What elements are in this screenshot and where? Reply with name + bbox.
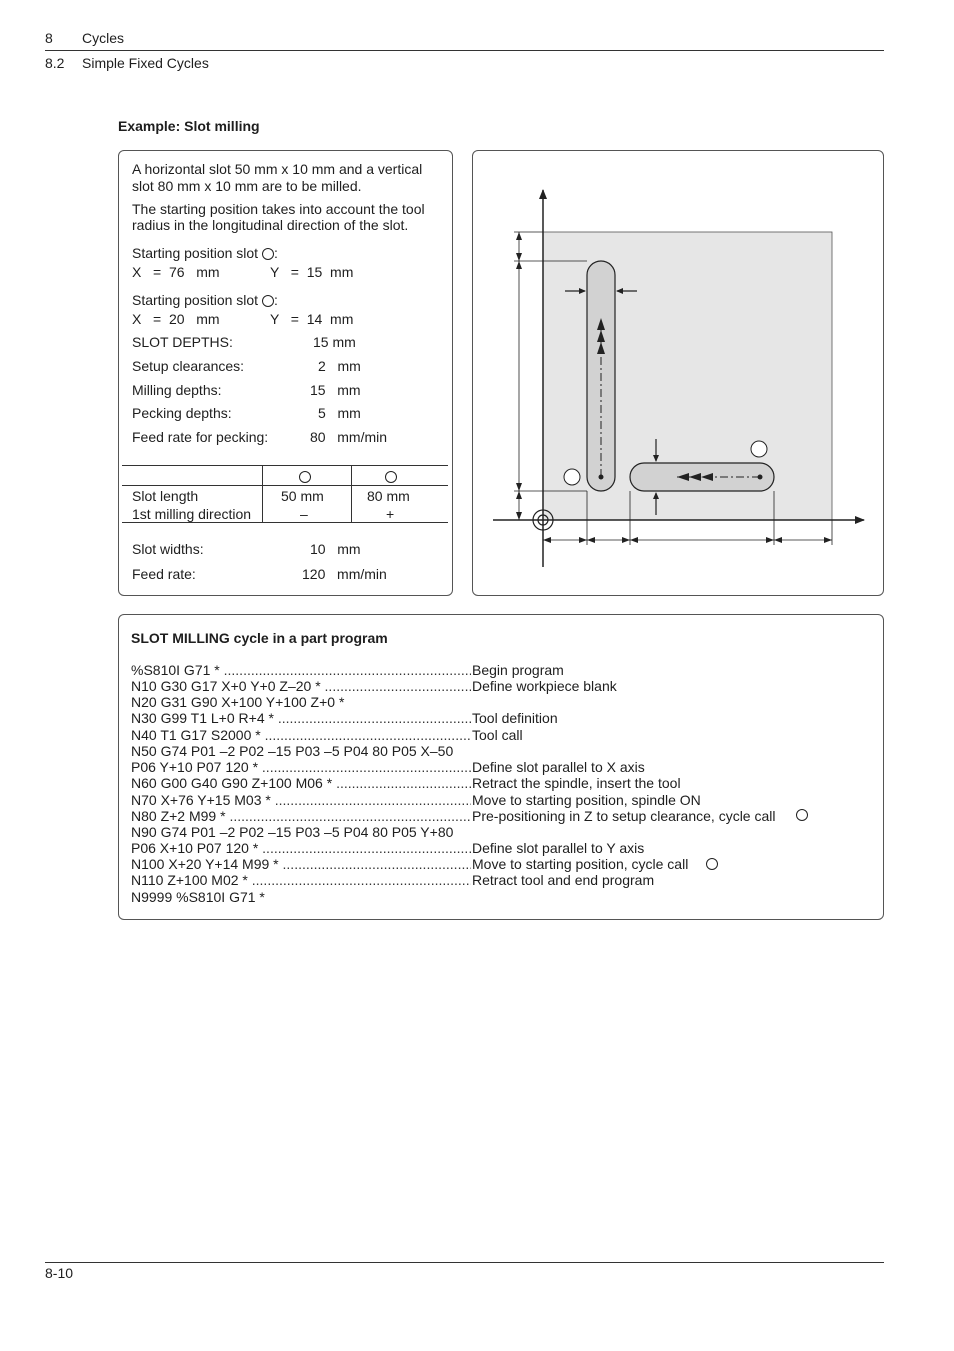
program-line — [131, 743, 811, 759]
footer-rule — [45, 1262, 884, 1263]
program-code: N70 X+76 Y+15 M03 * — [131, 792, 271, 808]
slot-marker-icon — [299, 471, 311, 483]
program-desc: Tool definition — [472, 710, 558, 726]
param-label: Milling depths: — [132, 382, 222, 398]
param-label: SLOT DEPTHS: — [132, 334, 233, 350]
program-desc: Define slot parallel to Y axis — [472, 840, 645, 856]
start-line-1: The starting position takes into account the tool — [132, 201, 425, 217]
table-row1-b: 80 mm — [367, 488, 410, 504]
start1-y: Y = 15 mm — [270, 264, 354, 280]
table-row1-label: Slot length — [132, 488, 199, 504]
program-desc: Begin program — [472, 662, 564, 678]
program-code: N80 Z+2 M99 * — [131, 808, 226, 824]
param-label: Pecking depths: — [132, 405, 232, 421]
program-line — [131, 792, 811, 808]
program-code: N20 G31 G90 X+100 Y+100 Z+0 * — [131, 694, 345, 710]
slot-marker-icon — [796, 809, 808, 821]
intro-line-1: A horizontal slot 50 mm x 10 mm and a vertical — [132, 161, 423, 177]
start1-x: X = 76 mm — [132, 264, 220, 280]
program-code: P06 Y+10 P07 120 * — [131, 759, 259, 775]
program-desc: Retract tool and end program — [472, 872, 655, 888]
table-row2-label: 1st milling direction — [132, 506, 252, 522]
param-label: Feed rate for pecking: — [132, 429, 269, 445]
slot-widths-label: Slot widths: — [132, 541, 204, 557]
start1-label: Starting position slot — [132, 245, 259, 261]
section-title: Simple Fixed Cycles — [82, 55, 209, 71]
program-line — [131, 678, 811, 694]
colon-glyph: : — [273, 292, 278, 308]
example-title: Example: Slot milling — [118, 118, 260, 134]
program-code: N60 G00 G40 G90 Z+100 M06 * — [131, 775, 333, 791]
program-code: N9999 %S810I G71 * — [131, 889, 265, 905]
program-line — [131, 824, 811, 840]
param-label: Setup clearances: — [132, 358, 245, 374]
info-box — [118, 150, 453, 596]
chapter-title: Cycles — [82, 30, 125, 46]
feed-value: 120 mm/min — [302, 566, 387, 582]
start2-y: Y = 14 mm — [270, 311, 354, 327]
program-line — [131, 872, 811, 888]
param-value: 80 mm/min — [310, 429, 388, 445]
slot-widths-value: 10 mm — [310, 541, 361, 557]
colon-glyph: : — [273, 245, 278, 261]
table-row2-b: + — [386, 506, 395, 522]
start2-label: Starting position slot — [132, 292, 259, 308]
program-code: N100 X+20 Y+14 M99 * — [131, 856, 279, 872]
table-top-rule — [122, 465, 448, 466]
header-rule — [45, 50, 884, 51]
section-number: 8.2 — [45, 55, 65, 71]
program-code: %S810I G71 * — [131, 662, 220, 678]
chapter-number: 8 — [45, 30, 53, 46]
program-line — [131, 840, 811, 856]
start-line-2: radius in the longitudinal direction of the slot. — [132, 217, 409, 233]
program-desc: Define workpiece blank — [472, 678, 617, 694]
program-line — [131, 775, 811, 791]
slot-marker-icon — [564, 469, 580, 485]
program-code: N40 T1 G17 S2000 * — [131, 727, 261, 743]
slot-diagram — [472, 150, 884, 596]
program-desc: Move to starting position, spindle ON — [472, 792, 701, 808]
page-number: 8-10 — [45, 1265, 74, 1281]
program-code: N10 G30 G17 X+0 Y+0 Z–20 * — [131, 678, 321, 694]
param-value: 15 mm — [313, 334, 356, 350]
horizontal-slot-start — [758, 475, 763, 480]
slot-marker-icon — [385, 471, 397, 483]
program-code: N90 G74 P01 –2 P02 –15 P03 –5 P04 80 P05 Y+80 — [131, 824, 454, 840]
program-code: N110 Z+100 M02 * — [131, 872, 248, 888]
param-value: 5 mm — [318, 405, 361, 421]
program-desc: Tool call — [472, 727, 523, 743]
table-col-divider — [262, 465, 263, 522]
program-line — [131, 889, 811, 905]
feed-label: Feed rate: — [132, 566, 196, 582]
table-bottom-rule — [122, 522, 448, 523]
slot-marker-icon — [262, 248, 274, 260]
table-header-rule — [122, 485, 448, 486]
start2-label-row — [132, 292, 278, 308]
start2-x: X = 20 mm — [132, 311, 220, 327]
program-line — [131, 694, 811, 710]
param-value: 15 mm — [310, 382, 361, 398]
slot-marker-icon — [706, 858, 718, 870]
program-line — [131, 727, 811, 743]
start1-label-row — [132, 245, 278, 261]
program-code: N50 G74 P01 –2 P02 –15 P03 –5 P04 80 P05 X–50 — [131, 743, 454, 759]
program-line — [131, 662, 811, 678]
program-desc: Move to starting position, cycle call — [472, 856, 689, 872]
program-desc: Pre-positioning in Z to setup clearance, cycle call — [472, 808, 776, 824]
intro-line-2: slot 80 mm x 10 mm are to be milled. — [132, 178, 362, 194]
program-line — [131, 759, 811, 775]
program-code: P06 X+10 P07 120 * — [131, 840, 259, 856]
table-row2-a: – — [300, 506, 308, 522]
vertical-slot-start — [599, 475, 604, 480]
program-code: N30 G99 T1 L+0 R+4 * — [131, 710, 274, 726]
table-col-divider — [351, 465, 352, 522]
slot-marker-icon — [751, 441, 767, 457]
param-value: 2 mm — [318, 358, 361, 374]
diagram-box — [472, 150, 884, 596]
program-title: SLOT MILLING cycle in a part program — [131, 630, 388, 646]
program-line — [131, 808, 811, 824]
table-row1-a: 50 mm — [281, 488, 324, 504]
program-desc: Retract the spindle, insert the tool — [472, 775, 681, 791]
program-desc: Define slot parallel to X axis — [472, 759, 645, 775]
slot-marker-icon — [262, 295, 274, 307]
program-line — [131, 710, 811, 726]
